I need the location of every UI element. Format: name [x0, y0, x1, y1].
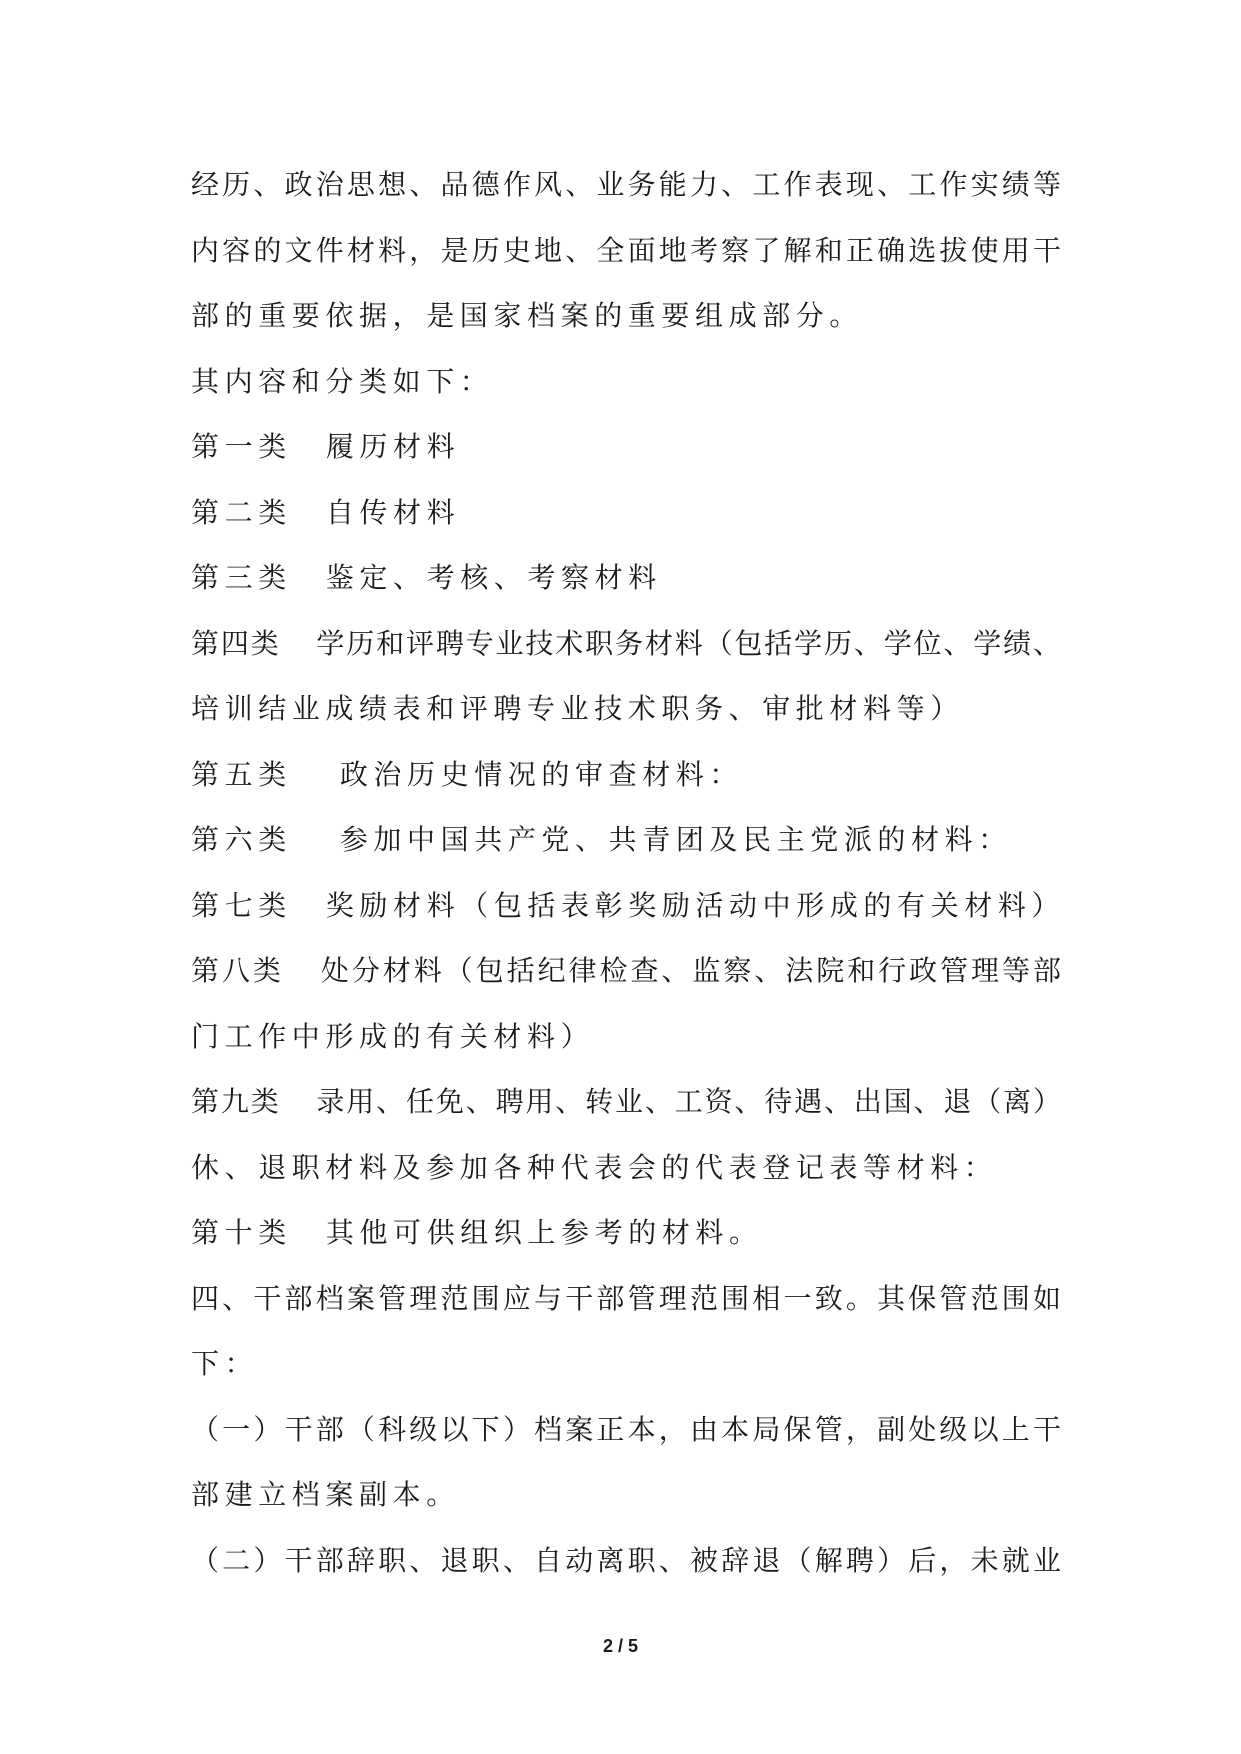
category-text: 学历和评聘专业技术职务材料（包括学历、学位、学绩、 [314, 626, 1061, 660]
category-label: 第四类 [191, 626, 281, 660]
category-label: 第三类 [191, 561, 292, 594]
category-9-continued: 休、退职材料及参加各种代表会的代表登记表等材料： [191, 1150, 998, 1184]
category-4-continued: 培训结业成绩表和评聘专业技术职务、审批材料等） [191, 692, 964, 725]
category-3 [191, 545, 1061, 611]
category-text: 政治历史情况的审查材料： [339, 757, 744, 791]
intro-line-2: 内容的文件材料，是历史地、全面地考察了解和正确选拔使用干 [191, 233, 1061, 267]
category-text: 录用、任免、聘用、转业、工资、待遇、出国、退（离） [314, 1085, 1061, 1118]
category-text: 其他可供组织上参考的材料。 [325, 1216, 763, 1249]
category-5 [191, 742, 1061, 808]
item-two-line-1: （二）干部辞职、退职、自动离职、被辞退（解聘）后，未就业 [191, 1543, 1061, 1577]
category-text: 履历材料 [325, 430, 461, 463]
category-label: 第八类 [191, 954, 284, 987]
category-9 [191, 1069, 1061, 1135]
document-body [191, 152, 1066, 1593]
page-number: 2 / 5 [602, 1636, 639, 1656]
category-label: 第九类 [191, 1085, 281, 1118]
category-7 [191, 873, 1066, 939]
intro-line-3: 部的重要依据，是国家档案的重要组成部分。 [191, 299, 864, 332]
item-one-line-2: 部建立档案副本。 [191, 1478, 460, 1511]
category-text: 参加中国共产党、共青团及民主党派的材料： [339, 823, 1012, 856]
category-2 [191, 480, 1061, 546]
category-label: 第六类 [191, 823, 292, 856]
category-text: 处分材料（包括纪律检查、监察、法院和行政管理等部 [317, 954, 1061, 987]
category-label: 第二类 [191, 495, 292, 529]
category-label: 第一类 [191, 430, 292, 463]
intro-line-1: 经历、政治思想、品德作风、业务能力、工作表现、工作实绩等 [191, 168, 1061, 201]
section-four-line-1: 四、干部档案管理范围应与干部管理范围相一致。其保管范围如 [191, 1281, 1061, 1315]
category-text: 自传材料 [325, 495, 461, 529]
category-text: 奖励材料（包括表彰奖励活动中形成的有关材料） [325, 888, 1066, 922]
category-8-continued: 门工作中形成的有关材料） [191, 1019, 595, 1053]
section-four-line-2: 下： [191, 1347, 259, 1380]
category-label: 第十类 [191, 1216, 292, 1249]
category-label: 第五类 [191, 757, 292, 791]
category-1 [191, 414, 1061, 480]
content-heading: 其内容和分类如下： [191, 364, 494, 398]
category-8 [191, 938, 1061, 1004]
item-one-line-1: （一）干部（科级以下）档案正本，由本局保管，副处级以上干 [191, 1412, 1061, 1446]
category-label: 第七类 [191, 888, 292, 922]
category-10 [191, 1200, 1061, 1266]
category-6 [191, 807, 1061, 873]
category-text: 鉴定、考核、考察材料 [325, 561, 662, 594]
category-4 [191, 611, 1061, 677]
